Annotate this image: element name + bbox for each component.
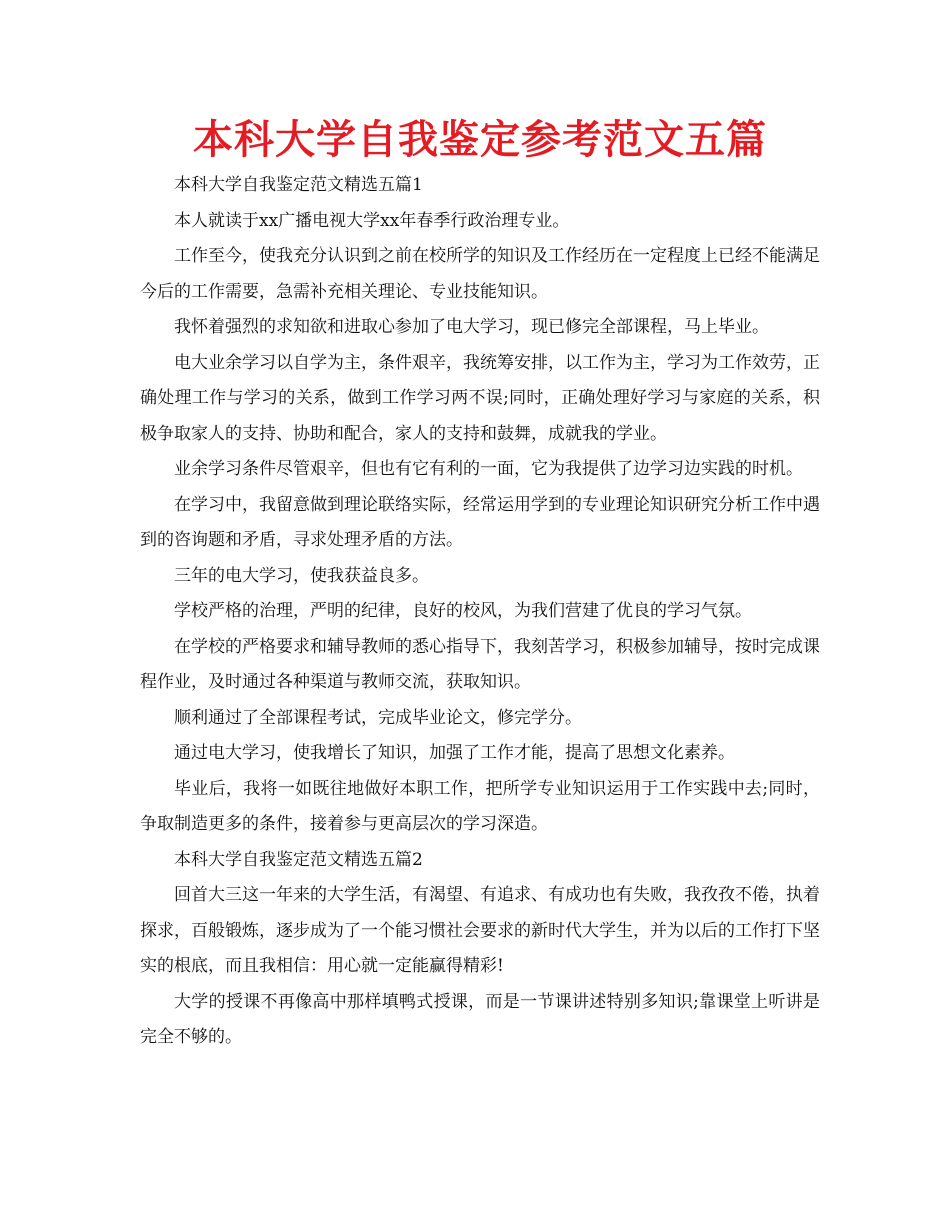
paragraph: 业余学习条件尽管艰辛，但也有它有利的一面，它为我提供了边学习边实践的时机。 bbox=[174, 459, 803, 479]
paragraph: 电大业余学习以自学为主，条件艰辛，我统筹安排，以工作为主，学习为工作效劳，正确处理工作与学习的关系，做到工作学习两不误;同时，正确处理好学习与家庭的关系，积极争取家人的支持、协助和配合，家人的支持和鼓舞，成就我的学业。 bbox=[140, 352, 820, 444]
paragraph: 学校严格的治理，严明的纪律，良好的校风，为我们营建了优良的学习气氛。 bbox=[174, 601, 752, 621]
paragraph: 在学习中，我留意做到理论联络实际，经常运用学到的专业理论知识研究分析工作中遇到的咨询题和矛盾，寻求处理矛盾的方法。 bbox=[140, 494, 820, 550]
paragraph: 顺利通过了全部课程考试，完成毕业论文，修完学分。 bbox=[174, 707, 582, 728]
paragraph: 三年的电大学习，使我获益良多。 bbox=[174, 565, 429, 586]
section-heading-2: 本科大学自我鉴定范文精选五篇2 bbox=[174, 849, 423, 870]
paragraph: 毕业后，我将一如既往地做好本职工作，把所学专业知识运用于工作实践中去;同时，争取制造更多的条件，接着参与更高层次的学习深造。 bbox=[140, 778, 820, 834]
paragraph: 本人就读于xx广播电视大学xx年春季行政治理专业。 bbox=[174, 210, 570, 231]
paragraph: 大学的授课不再像高中那样填鸭式授课，而是一节课讲述特别多知识;靠课堂上听讲是完全不够的。 bbox=[140, 991, 820, 1047]
document-title: 本科大学自我鉴定参考范文五篇 bbox=[193, 117, 767, 163]
document-body bbox=[140, 168, 820, 1056]
paragraph: 工作至今，使我充分认识到之前在校所学的知识及工作经历在一定程度上已经不能满足今后的工作需要，急需补充相关理论、专业技能知识。 bbox=[140, 246, 820, 302]
section-heading-1: 本科大学自我鉴定范文精选五篇1 bbox=[174, 175, 423, 195]
paragraph: 通过电大学习，使我增长了知识，加强了工作才能，提高了思想文化素养。 bbox=[174, 743, 735, 763]
document-page bbox=[140, 112, 820, 1056]
paragraph: 我怀着强烈的求知欲和进取心参加了电大学习，现已修完全部课程，马上毕业。 bbox=[174, 317, 769, 337]
paragraph: 在学校的严格要求和辅导教师的悉心指导下，我刻苦学习，积极参加辅导，按时完成课程作业，及时通过各种渠道与教师交流，获取知识。 bbox=[140, 636, 820, 692]
paragraph: 回首大三这一年来的大学生活，有渴望、有追求、有成功也有失败，我孜孜不倦，执着探求，百般锻炼，逐步成为了一个能习惯社会要求的新时代大学生，并为以后的工作打下坚实的根底，而且我相信：用心就一定能赢得精彩! bbox=[140, 885, 820, 976]
